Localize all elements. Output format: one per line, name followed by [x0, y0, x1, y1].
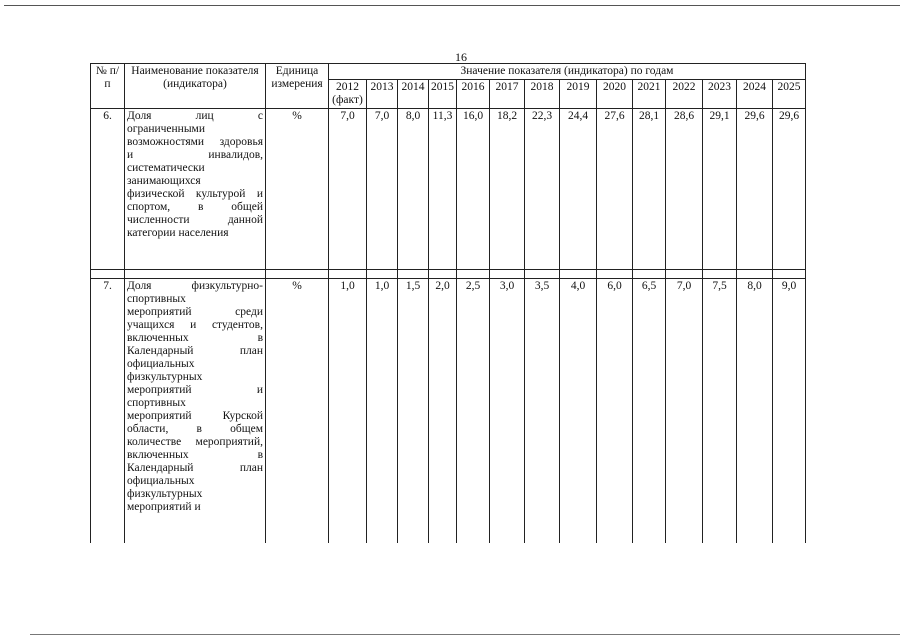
- spacer-cell: [329, 270, 367, 279]
- spacer-cell: [703, 270, 737, 279]
- spacer-cell: [633, 270, 666, 279]
- year-value: 28,1: [633, 109, 666, 270]
- header-year: 2025: [773, 80, 806, 109]
- spacer-cell: [666, 270, 703, 279]
- unit: %: [266, 279, 329, 544]
- indicator-name-line: занимающихся: [127, 175, 201, 187]
- indicator-name-line: спортом, в общей: [127, 201, 263, 213]
- spacer-cell: [525, 270, 560, 279]
- year-value: 29,6: [773, 109, 806, 270]
- indicator-name-line: Доля лиц с: [127, 110, 263, 122]
- indicator-name-line: официальных: [127, 358, 195, 370]
- header-year: 2021: [633, 80, 666, 109]
- year-value: 7,0: [329, 109, 367, 270]
- indicator-name-line: спортивных: [127, 293, 186, 305]
- year-value: 1,0: [329, 279, 367, 544]
- header-num: № п/п: [91, 64, 125, 109]
- header-name: Наименование показателя (индикатора): [125, 64, 266, 109]
- spacer-cell: [429, 270, 457, 279]
- indicator-name-line: официальных: [127, 475, 195, 487]
- year-value: 1,0: [367, 279, 398, 544]
- year-value: 4,0: [560, 279, 597, 544]
- indicator-name-line: возможностями здоровья: [127, 136, 263, 148]
- spacer-cell: [125, 270, 266, 279]
- indicator-name: [125, 279, 266, 544]
- indicators-table: [90, 63, 806, 543]
- indicator-name-line: спортивных: [127, 397, 186, 409]
- indicator-name-line: систематически: [127, 162, 205, 174]
- year-value: 3,5: [525, 279, 560, 544]
- indicator-name-line: включенных в: [127, 332, 263, 344]
- header-unit: Единица измерения: [266, 64, 329, 109]
- indicator-name: [125, 109, 266, 270]
- indicator-name-line: Календарный план: [127, 345, 263, 357]
- year-value: 16,0: [457, 109, 490, 270]
- header-values-group: Значение показателя (индикатора) по годам: [329, 64, 806, 80]
- header-year: 2016: [457, 80, 490, 109]
- year-value: 24,4: [560, 109, 597, 270]
- year-value: 11,3: [429, 109, 457, 270]
- spacer-cell: [398, 270, 429, 279]
- year-value: 8,0: [398, 109, 429, 270]
- indicator-name-line: и инвалидов,: [127, 149, 263, 161]
- year-value: 7,5: [703, 279, 737, 544]
- header-year: 2024: [737, 80, 773, 109]
- indicator-name-line: физкультурных: [127, 488, 203, 500]
- spacer-cell: [560, 270, 597, 279]
- spacer-cell: [457, 270, 490, 279]
- indicator-name-line: Доля физкультурно-: [127, 280, 263, 292]
- header-year: 2013: [367, 80, 398, 109]
- spacer-cell: [266, 270, 329, 279]
- indicator-name-line: ограниченными: [127, 123, 205, 135]
- page-top-border: [4, 5, 900, 6]
- header-year: 2017: [490, 80, 525, 109]
- header-row-top: [91, 64, 806, 80]
- header-year: 2019: [560, 80, 597, 109]
- year-value: 9,0: [773, 279, 806, 544]
- header-year: 2022: [666, 80, 703, 109]
- spacer-cell: [737, 270, 773, 279]
- year-value: 8,0: [737, 279, 773, 544]
- year-value: 27,6: [597, 109, 633, 270]
- year-value: 29,6: [737, 109, 773, 270]
- year-value: 28,6: [666, 109, 703, 270]
- row-number: 6.: [91, 109, 125, 270]
- header-year: 2012 (факт): [329, 80, 367, 109]
- indicator-name-line: мероприятий среди: [127, 306, 263, 318]
- spacer-cell: [91, 270, 125, 279]
- unit: %: [266, 109, 329, 270]
- indicator-name-line: мероприятий и: [127, 384, 263, 396]
- header-year: 2018: [525, 80, 560, 109]
- indicator-name-line: количестве мероприятий,: [127, 436, 263, 448]
- indicator-name-line: категории населения: [127, 227, 229, 239]
- year-value: 6,0: [597, 279, 633, 544]
- indicator-name-line: учащихся и студентов,: [127, 319, 263, 331]
- table-row: [91, 109, 806, 270]
- year-value: 7,0: [666, 279, 703, 544]
- table-row: [91, 279, 806, 544]
- year-value: 2,0: [429, 279, 457, 544]
- indicator-name-line: Календарный план: [127, 462, 263, 474]
- year-value: 18,2: [490, 109, 525, 270]
- page-number: 16: [455, 50, 467, 64]
- year-value: 1,5: [398, 279, 429, 544]
- year-value: 3,0: [490, 279, 525, 544]
- spacer-cell: [773, 270, 806, 279]
- year-value: 2,5: [457, 279, 490, 544]
- indicator-name-line: области, в общем: [127, 423, 263, 435]
- year-value: 29,1: [703, 109, 737, 270]
- year-value: 22,3: [525, 109, 560, 270]
- indicator-name-line: включенных в: [127, 449, 263, 461]
- indicator-name-line: численности данной: [127, 214, 263, 226]
- table-body: [91, 109, 806, 544]
- header-year: 2015: [429, 80, 457, 109]
- spacer-cell: [490, 270, 525, 279]
- year-value: 7,0: [367, 109, 398, 270]
- row-spacer: [91, 270, 806, 279]
- spacer-cell: [367, 270, 398, 279]
- header-year: 2014: [398, 80, 429, 109]
- indicator-name-line: мероприятий Курской: [127, 410, 263, 422]
- year-value: 6,5: [633, 279, 666, 544]
- spacer-cell: [597, 270, 633, 279]
- indicator-name-line: мероприятий и: [127, 501, 201, 513]
- page-bottom-border: [30, 634, 900, 635]
- row-number: 7.: [91, 279, 125, 544]
- indicator-name-line: физкультурных: [127, 371, 203, 383]
- header-year: 2020: [597, 80, 633, 109]
- indicator-name-line: физической культурой и: [127, 188, 263, 200]
- header-year: 2023: [703, 80, 737, 109]
